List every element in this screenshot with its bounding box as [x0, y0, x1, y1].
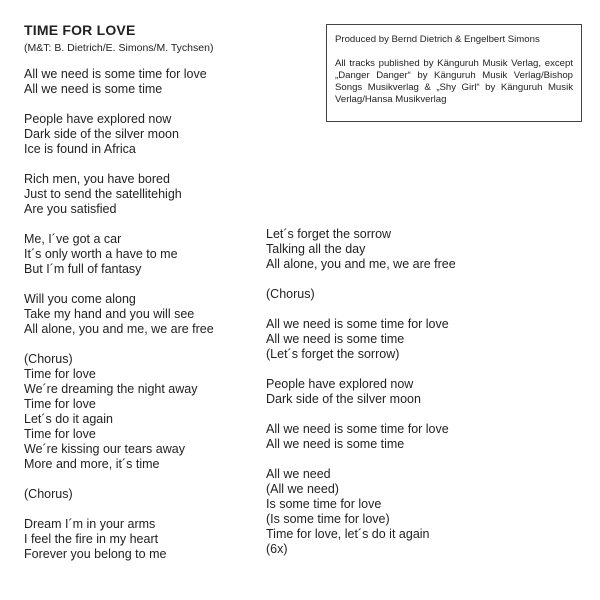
lyrics-stanza	[24, 292, 264, 337]
lyric-line: All we need is some time	[266, 332, 405, 346]
lyric-line: Dream I´m in your arms	[24, 517, 156, 531]
lyric-line: We´re dreaming the night away	[24, 382, 198, 396]
lyrics-stanza	[24, 517, 264, 562]
lyric-line: (6x)	[266, 542, 288, 556]
lyrics-stanza	[24, 352, 264, 472]
lyrics-stanza	[266, 287, 486, 302]
production-info-box	[326, 24, 582, 122]
lyric-line: People have explored now	[266, 377, 414, 391]
lyric-line: Let´s do it again	[24, 412, 113, 426]
lyric-line: Let´s forget the sorrow	[266, 227, 392, 241]
lyrics-stanza	[24, 232, 264, 277]
lyric-line: Ice is found in Africa	[24, 142, 136, 156]
lyric-line: Take my hand and you will see	[24, 307, 195, 321]
lyric-line: All we need is some time for love	[24, 67, 207, 81]
lyric-line: All we need is some time for love	[266, 317, 449, 331]
lyric-line: All we need	[266, 467, 331, 481]
lyric-line: Time for love, let´s do it again	[266, 527, 430, 541]
lyric-line: Rich men, you have bored	[24, 172, 170, 186]
lyrics-column-right	[266, 227, 486, 557]
lyric-line: All we need is some time for love	[266, 422, 449, 436]
lyric-line: Dark side of the silver moon	[24, 127, 179, 141]
lyric-line: (Let´s forget the sorrow)	[266, 347, 400, 361]
songwriter-credits: (M&T: B. Dietrich/E. Simons/M. Tychsen)	[24, 42, 214, 54]
lyric-line: More and more, it´s time	[24, 457, 160, 471]
lyric-line: Are you satisfied	[24, 202, 117, 216]
lyric-line: Dark side of the silver moon	[266, 392, 421, 406]
song-title: TIME FOR LOVE	[24, 22, 136, 38]
publishing-text: All tracks published by Känguruh Musik Verlag, except „Danger Danger“ by Känguruh Musik Verlag/Bishop Songs Musikverlag & „Shy Girl“ by Känguruh Musik Verlag/Hansa Musikverlag	[335, 58, 573, 105]
lyric-line: Forever you belong to me	[24, 547, 167, 561]
lyric-line: Just to send the satellitehigh	[24, 187, 182, 201]
lyric-line: All alone, you and me, we are free	[266, 257, 456, 271]
lyric-line: We´re kissing our tears away	[24, 442, 185, 456]
lyric-line: (Chorus)	[24, 352, 73, 366]
lyrics-stanza	[24, 67, 264, 97]
lyrics-stanza	[24, 487, 264, 502]
lyrics-stanza	[24, 172, 264, 217]
lyrics-stanza	[266, 317, 486, 362]
lyric-line: Will you come along	[24, 292, 136, 306]
lyric-line: People have explored now	[24, 112, 172, 126]
lyric-line: Time for love	[24, 367, 96, 381]
lyric-line: Is some time for love	[266, 497, 382, 511]
lyrics-column-left	[24, 67, 264, 562]
lyrics-stanza	[266, 377, 486, 407]
lyric-line: (Chorus)	[24, 487, 73, 501]
lyric-line: All alone, you and me, we are free	[24, 322, 214, 336]
lyrics-stanza	[266, 467, 486, 557]
lyric-line: It´s only worth a have to me	[24, 247, 178, 261]
lyrics-stanza	[266, 422, 486, 452]
lyric-line: All we need is some time	[24, 82, 163, 96]
lyric-line: (All we need)	[266, 482, 339, 496]
lyric-line: Talking all the day	[266, 242, 366, 256]
lyric-line: All we need is some time	[266, 437, 405, 451]
lyric-line: Me, I´ve got a car	[24, 232, 122, 246]
produced-by-text: Produced by Bernd Dietrich & Engelbert Simons	[335, 34, 540, 45]
lyric-line: Time for love	[24, 397, 96, 411]
lyric-line: (Chorus)	[266, 287, 315, 301]
lyric-line: (Is some time for love)	[266, 512, 390, 526]
lyric-line: But I´m full of fantasy	[24, 262, 142, 276]
lyric-line: I feel the fire in my heart	[24, 532, 159, 546]
lyrics-stanza	[266, 227, 486, 272]
lyrics-stanza	[24, 112, 264, 157]
lyric-line: Time for love	[24, 427, 96, 441]
